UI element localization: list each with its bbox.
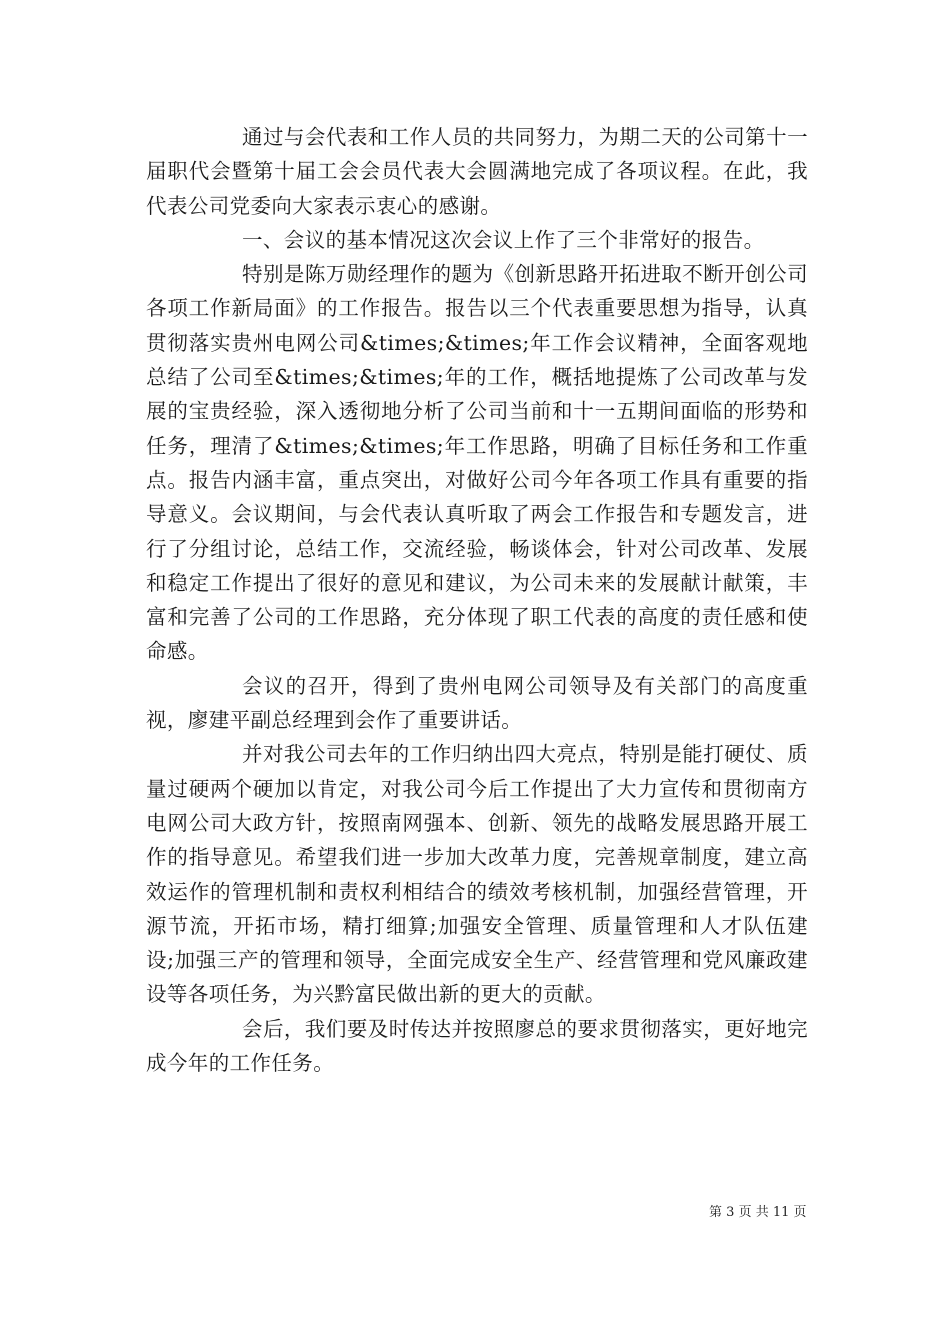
footer-prefix: 第 — [709, 1205, 723, 1220]
paragraph-6: 会后，我们要及时传达并按照廖总的要求贯彻落实，更好地完成今年的工作任务。 — [146, 1016, 808, 1076]
paragraph-5: 并对我公司去年的工作归纳出四大亮点，特别是能打硬仗、质量过硬两个硬加以肯定，对我公司今后工作提出了大力宣传和贯彻南方电网公司大政方针，按照南网强本、创新、领先的战略发展思路开展工作的指导意见。希望我们进一步加大改革力度，完善规章制度，建立高效运作的管理机制和责权利相结合的绩效考核机制，加强经营管理，开源节流，开拓市场，精打细算;加强安全管理、质量管理和人才队伍建设;加强三产的管理和领导，全面完成安全生产、经营管理和党风廉政建设等各项任务，为兴黔富民做出新的更大的贡献。 — [146, 742, 808, 1007]
paragraph-1: 通过与会代表和工作人员的共同努力，为期二天的公司第十一届职代会暨第十届工会会员代表大会圆满地完成了各项议程。在此，我代表公司党委向大家表示衷心的感谢。 — [146, 125, 808, 218]
paragraph-2-heading: 一、会议的基本情况这次会议上作了三个非常好的报告。 — [242, 227, 765, 252]
footer-current-page: 3 — [726, 1205, 735, 1220]
footer-middle: 页 共 — [738, 1205, 769, 1220]
paragraph-3: 特别是陈万勋经理作的题为《创新思路开拓进取不断开创公司各项工作新局面》的工作报告。报告以三个代表重要思想为指导，认真贯彻落实贵州电网公司&times;&times;年工作会议精神，全面客观地总结了公司至&times;&times;年的工作，概括地提炼了公司改革与发展的宝贵经验，深入透彻地分析了公司当前和十一五期间面临的形势和任务，理清了&times;&times;年工作思路，明确了目标任务和工作重点。报告内涵丰富，重点突出，对做好公司今年各项工作具有重要的指导意义。会议期间，与会代表认真听取了两会工作报告和专题发言，进行了分组讨论，总结工作，交流经验，畅谈体会，针对公司改革、发展和稳定工作提出了很好的意见和建议，为公司未来的发展献计献策，丰富和完善了公司的工作思路，充分体现了职工代表的高度的责任感和使命感。 — [146, 262, 808, 664]
footer-suffix: 页 — [793, 1205, 807, 1220]
paragraph-4: 会议的召开，得到了贵州电网公司领导及有关部门的高度重视，廖建平副总经理到会作了重要讲话。 — [146, 673, 808, 733]
footer-total-pages: 11 — [772, 1205, 790, 1220]
page-number-footer — [709, 1205, 807, 1221]
document-body — [146, 120, 808, 1080]
